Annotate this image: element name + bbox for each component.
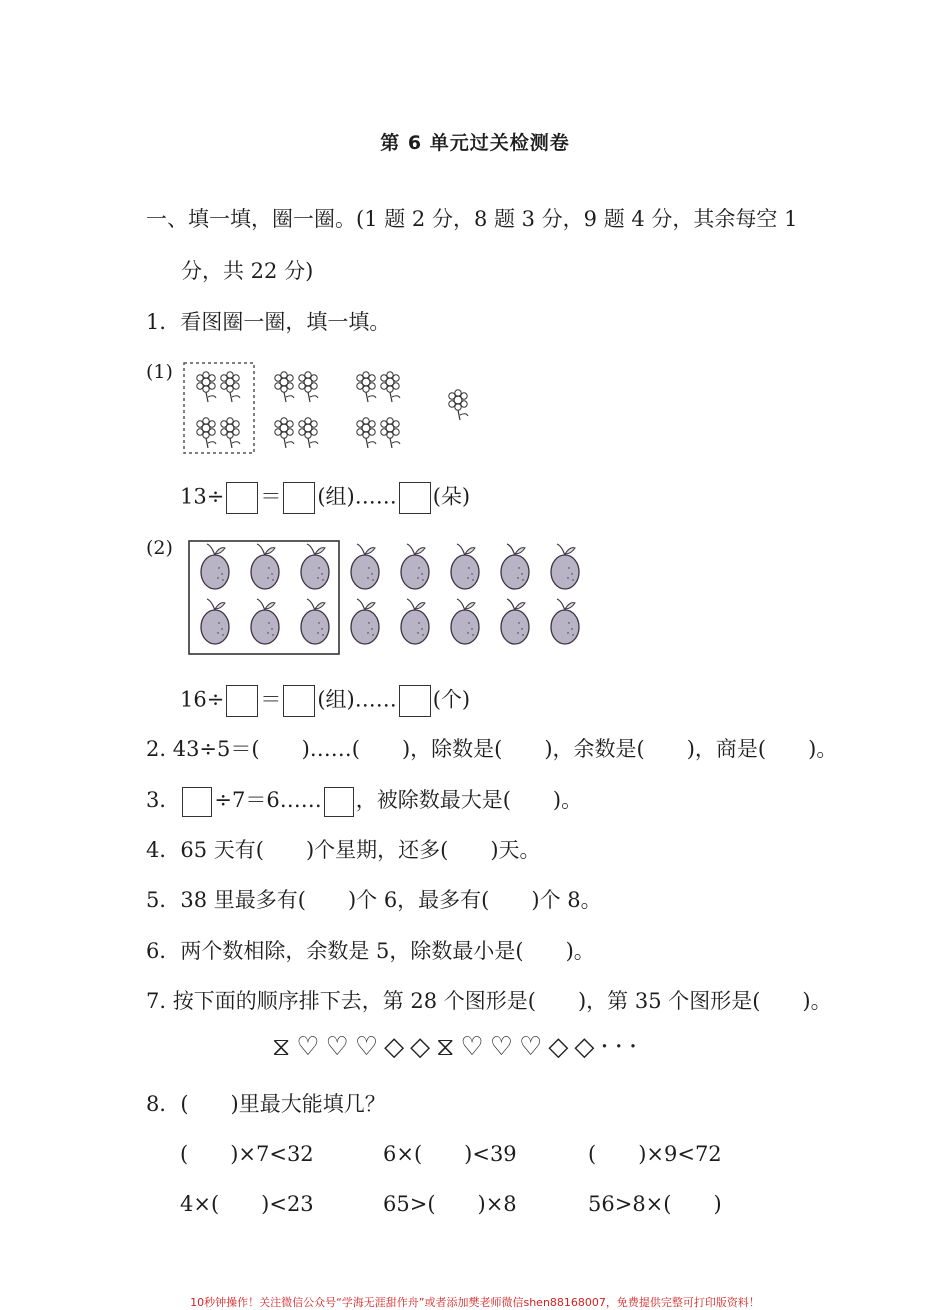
- lemon: [351, 544, 379, 589]
- part-2-mid: (组)……: [317, 687, 397, 712]
- part-1-dividend: 13÷: [180, 484, 225, 509]
- q8-item-3: ( )×9<72: [588, 1142, 722, 1166]
- lemon: [451, 599, 479, 644]
- flower-pair: [275, 372, 318, 402]
- answer-box[interactable]: [226, 685, 258, 717]
- question-2: 2. 43÷5＝( )……( )，除数是( )，余数是( )，商是( )。: [146, 737, 838, 761]
- q8-item-5: 65>( )×8: [383, 1192, 517, 1216]
- lemon: [551, 544, 579, 589]
- lemon: [251, 544, 279, 589]
- flower-pair: [357, 372, 400, 402]
- lemon: [201, 544, 229, 589]
- answer-box[interactable]: [226, 482, 258, 514]
- section-heading-line1: 一、填一填，圈一圈。(1 题 2 分，8 题 3 分，9 题 4 分，其余每空 1: [146, 207, 798, 231]
- part-2-equation: [180, 685, 470, 717]
- equals-sign: ＝: [260, 687, 282, 712]
- answer-box[interactable]: [283, 482, 315, 514]
- question-5: 5．38 里最多有( )个 6，最多有( )个 8。: [146, 888, 602, 912]
- part-2-unit: (个): [432, 687, 471, 712]
- answer-box[interactable]: [283, 685, 315, 717]
- flower-pair: [275, 418, 318, 448]
- part-2-label: (2): [146, 537, 173, 559]
- q8-item-4: 4×( )<23: [180, 1192, 314, 1216]
- flower-pair: [197, 372, 240, 402]
- question-3-mid: ÷7＝6……: [214, 788, 322, 812]
- question-3-suffix: ，被除数最大是( )。: [355, 788, 583, 812]
- question-3-prefix: 3．: [146, 788, 181, 812]
- lemon: [501, 599, 529, 644]
- lemon: [301, 599, 329, 644]
- answer-box[interactable]: [182, 787, 212, 817]
- footer-notice: 10秒钟操作！关注微信公众号“学海无涯甜作舟”或者添加樊老师微信shen88168007，免费提供完整可打印版资料！: [190, 1296, 760, 1309]
- lemon: [201, 599, 229, 644]
- lemon: [401, 544, 429, 589]
- lemon: [401, 599, 429, 644]
- part-1-unit: (朵): [432, 484, 471, 509]
- equals-sign: ＝: [260, 484, 282, 509]
- lemon-figure: [185, 538, 595, 660]
- section-heading-line2: 分，共 22 分): [181, 259, 314, 283]
- answer-box[interactable]: [399, 685, 431, 717]
- part-2-dividend: 16÷: [180, 687, 225, 712]
- question-7: 7. 按下面的顺序排下去，第 28 个图形是( )，第 35 个图形是( )。: [146, 989, 832, 1013]
- page-title: 第 6 单元过关检测卷: [380, 132, 570, 154]
- q8-item-6: 56>8×( ): [588, 1192, 722, 1216]
- part-1-mid: (组)……: [317, 484, 397, 509]
- part-1-label: (1): [146, 361, 173, 383]
- question-8: 8．( )里最大能填几？: [146, 1092, 386, 1116]
- question-6: 6．两个数相除，余数是 5，除数最小是( )。: [146, 939, 595, 963]
- flower-figure: [180, 360, 500, 460]
- question-3: [146, 786, 582, 817]
- q8-item-1: ( )×7<32: [180, 1142, 314, 1166]
- q8-item-2: 6×( )<39: [383, 1142, 517, 1166]
- answer-box[interactable]: [399, 482, 431, 514]
- part-1-equation: [180, 482, 470, 514]
- shape-sequence: ⧖♡♡♡◇◇⧖♡♡♡◇◇···: [272, 1032, 644, 1062]
- flower-pair: [197, 418, 240, 448]
- single-flower: [449, 390, 468, 420]
- lemon: [301, 544, 329, 589]
- answer-box[interactable]: [324, 787, 354, 817]
- lemon: [501, 544, 529, 589]
- dashed-circle-group: [184, 363, 254, 453]
- lemon: [251, 599, 279, 644]
- question-1: 1．看图圈一圈，填一填。: [146, 310, 391, 334]
- lemon: [451, 544, 479, 589]
- lemon: [551, 599, 579, 644]
- question-4: 4．65 天有( )个星期，还多( )天。: [146, 838, 541, 862]
- flower-pair: [357, 418, 400, 448]
- lemon: [351, 599, 379, 644]
